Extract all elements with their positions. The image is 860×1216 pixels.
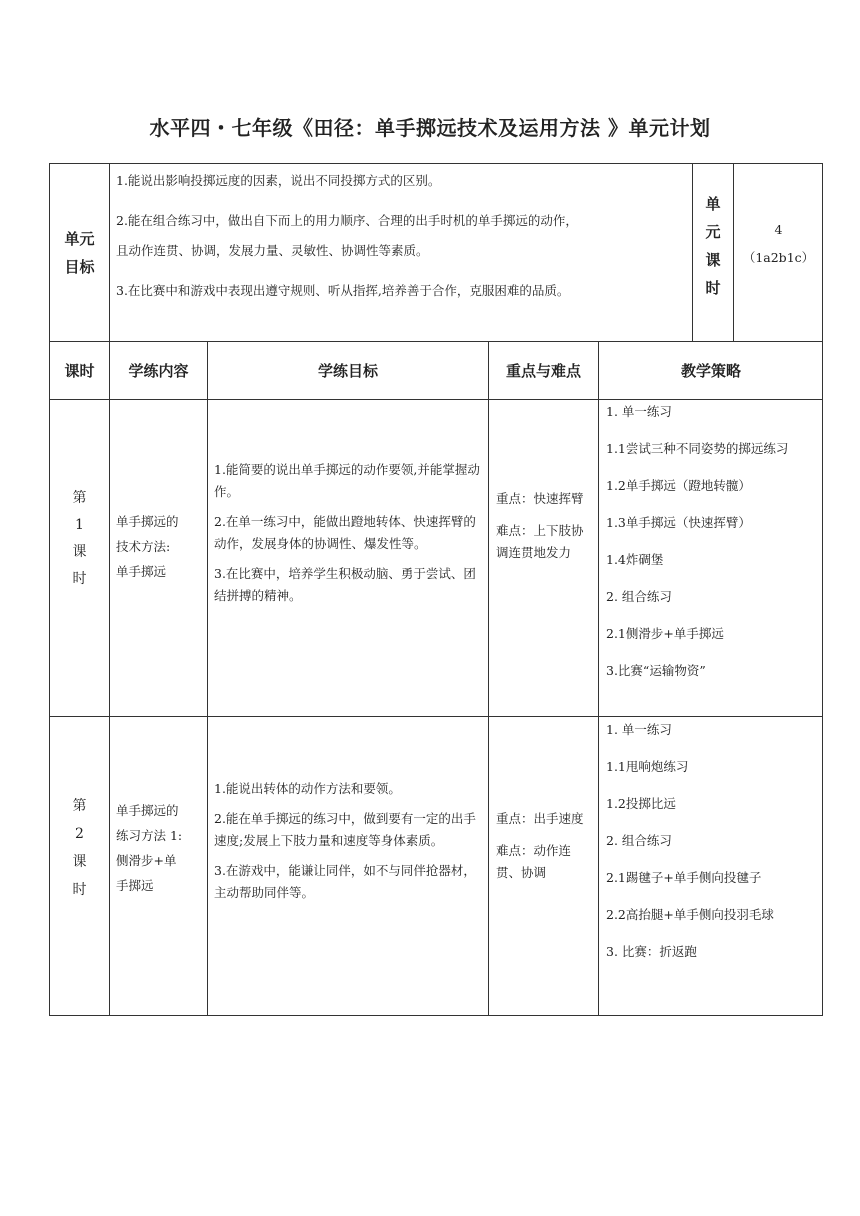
unit-goal-2-cont: 且动作连贯、协调，发展力量、灵敏性、协调性等素质。 [116, 243, 429, 258]
col-divider [109, 163, 110, 341]
col-divider [207, 341, 208, 1016]
lesson-1-period: 第 1 课 时 [72, 490, 87, 587]
header-strategy: 教学策略 [680, 362, 741, 380]
header-period: 课时 [64, 362, 95, 380]
lesson-2-strategy: 1. 单一练习 1.1甩响炮练习 1.2投掷比远 2. 组合练习 2.1踢毽子+单手侧向投毽子 2.2高抬腿+单手侧向投羽毛球 3. 比赛：折返跑 [606, 722, 774, 959]
page-title: 水平四・七年级《田径：单手掷远技术及运用方法 》单元计划 [149, 116, 711, 140]
difficulty-point: 难点：上下肢协调连贯地发力 [496, 523, 584, 560]
unit-hours-value: 4 （1a2b1c） [742, 222, 815, 265]
lesson-2-key-difficulty [496, 808, 594, 884]
unit-goals [116, 170, 690, 302]
unit-goal-3: 3.在比赛中和游戏中表现出遵守规则、听从指挥,培养善于合作，克服困难的品质。 [116, 283, 570, 298]
lesson-2-goals: 1.能说出转体的动作方法和要领。 2.能在单手掷远的练习中，做到要有一定的出手速度;发展上下肢力量和速度等身体素质。 3.在游戏中，能谦让同伴，如不与同伴抢器材，主动帮助同伴等。 [214, 781, 476, 900]
header-goals: 学练目标 [317, 362, 378, 380]
row-divider [49, 716, 823, 717]
col-divider [488, 341, 489, 1016]
unit-hours-label: 单 元 课 时 [705, 195, 721, 297]
lesson-1-goals: 1.能简要的说出单手掷远的动作要领,并能掌握动作。 2.在单一练习中，能做出蹬地转体、快速挥臂的动作，发展身体的协调性、爆发性等。 3.在比赛中，培养学生积极动脑、勇于尝试、团结拼搏的精神。 [214, 462, 480, 603]
header-content: 学练内容 [128, 362, 189, 380]
difficulty-point: 难点：动作连贯、协调 [496, 843, 572, 880]
row-divider [49, 399, 823, 400]
key-point: 重点：出手速度 [496, 811, 584, 826]
unit-goal-label: 单元 目标 [64, 229, 95, 276]
lesson-2-period: 第 2 课 时 [72, 798, 87, 898]
lesson-1-key-difficulty [496, 488, 594, 564]
lesson-2-content: 单手掷远的 练习方法 1: 侧滑步+单 手掷远 [116, 803, 183, 893]
col-divider [598, 341, 599, 1016]
key-point: 重点：快速挥臂 [496, 491, 584, 506]
col-divider [109, 341, 110, 1016]
unit-goal-1: 1.能说出影响投掷远度的因素，说出不同投掷方式的区别。 [116, 173, 441, 188]
lesson-1-strategy: 1. 单一练习 1.1尝试三种不同姿势的掷远练习 1.2单手掷远（蹬地转髋） 1.3单手掷远（快速挥臂） 1.4炸碉堡 2. 组合练习 2.1侧滑步+单手掷远 3.比赛“运输物资” [606, 404, 789, 678]
lesson-1-content: 单手掷远的 技术方法: 单手掷远 [116, 514, 179, 579]
header-key-difficulty: 重点与难点 [505, 362, 581, 380]
unit-goal-2: 2.能在组合练习中，做出自下而上的用力顺序、合理的出手时机的单手掷远的动作， [116, 213, 578, 228]
